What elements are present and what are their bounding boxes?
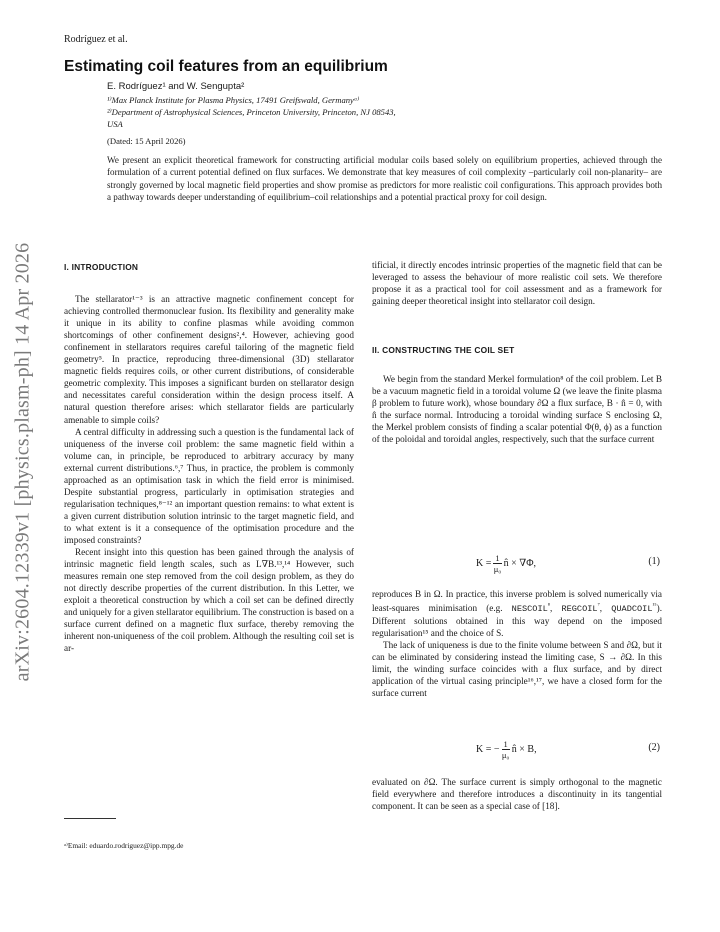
- eq2-fraction: [502, 739, 510, 760]
- section-heading-introduction: I. INTRODUCTION: [64, 262, 139, 272]
- merkel-paragraph: We begin from the standard Merkel formulation⁸ of the coil problem. Let B be a vacuum magnetic field in a toroidal volume Ω (we leave the finite plasma β problem to future work), whose boundary ∂Ω a flux surface, B · n̂ = 0, with n̂ the surface normal. Introducing a toroidal winding surface S enclosing Ω, the Merkel problem consists of finding a scalar potential Φ(θ, ϕ) as a function of the poloidal and toroidal angles, respectively, such that the surface current: [372, 374, 662, 445]
- paper-title: Estimating coil features from an equilibrium: [64, 58, 388, 75]
- eq2-denominator: μ₀: [501, 749, 510, 760]
- affiliation-1: ¹⁾Max Planck Institute for Plasma Physics, 17491 Greifswald, Germanyᵃ⁾: [107, 95, 360, 105]
- abstract: We present an explicit theoretical framework for constructing artificial modular coils based solely on equilibrium properties, achieved through the formulation of a current potential defined on flux surfaces. We demonstrate that key measures of coil complexity –particularly coil non-planarity– are strongly governed by local magnetic field properties and show promise as predictors for more realistic coil configurations. This approach provides both a pathway towards deeper understanding of equilibrium–coil relationships and a potential practical proxy for coil design.: [107, 155, 662, 202]
- footnote-email: ᵃ⁾Email: eduardo.rodriguez@ipp.mpg.de: [64, 841, 184, 850]
- section2-paragraph-2: [372, 588, 662, 699]
- eq1-rhs: n̂ × ∇Φ,: [503, 557, 537, 569]
- eq1-numerator: 1: [495, 552, 500, 563]
- arxiv-id: arXiv:2604.12339v1 [physics.plasm-ph] 14 Apr 2026: [11, 242, 34, 682]
- footnote-rule: [64, 818, 116, 819]
- intro-paragraph-3: Recent insight into this question has been gained through the analysis of intrinsic magnetic field length scales, such as L∇B.¹³,¹⁴ However, such measures remain one step removed from the coil design problem, as they do not directly describe properties of the current distribution. In this Letter, we exploit a theoretical construction by which a coil set can be defined directly and uniquely for a given stellarator equilibrium. The construction is based on a surface current defined on a magnetic flux surface, thereby removing the inherent non-uniqueness of the coil problem. Although the resulting coil set is ar-: [64, 547, 354, 654]
- uniqueness-paragraph: The lack of uniqueness is due to the finite volume between S and ∂Ω, but it can be eliminated by considering instead the limiting case, S → ∂Ω. In this limit, the winding surface coincides with a flux surface, and by direct application of the virtual casing principle¹⁶,¹⁷, we have a closed form for the surface current: [372, 640, 662, 699]
- dated: (Dated: 15 April 2026): [107, 136, 186, 146]
- eq2-label: (2): [648, 742, 660, 753]
- intro-paragraph-1: The stellarator¹⁻³ is an attractive magnetic confinement concept for achieving controlled thermonuclear fusion. Its flexibility and generality make it unique in its ability to confine plasmas while avoiding common shortcomings of other confinement designs²,⁴. However, achieving good confinement in stellarators requires careful tailoring of the magnetic field geometry⁵. In practice, reproducing three-dimensional (3D) stellarator magnetic fields requires coils, or other current distributions, of considerable geometric complexity. This imposes a significant burden on stellarator design and necessitates careful consideration within the design process itself. A natural question therefore arises: which stellarator fields are particularly amenable to simple coils?: [64, 294, 354, 425]
- eq1-lhs: K =: [476, 557, 492, 569]
- running-head: Rodríguez et al.: [64, 34, 128, 45]
- arxiv-stamp: [0, 232, 46, 692]
- code-regcoil: REGCOIL: [561, 604, 598, 615]
- code-quadcoil: QUADCOIL: [611, 604, 653, 615]
- inverse-problem-paragraph: reproduces B in Ω. In practice, this inverse problem is solved numerically via least-squares minimisation (e.g. $NESCOIL^{^8}$, $REGCOIL^{^7}$, $QUADCOIL^{^{15}}$). Different solutions obtained in this way depend on the imposed regularisation¹⁵ and the choice of S.: [372, 589, 663, 639]
- authors: E. Rodríguez¹ and W. Sengupta²: [107, 81, 245, 92]
- affiliation-2: ²⁾Department of Astrophysical Sciences, Princeton University, Princeton, NJ 08543,: [107, 107, 396, 117]
- eq2-lhs: K = −: [476, 743, 500, 755]
- equation-2: [372, 732, 662, 766]
- intro-paragraph-2: A central difficulty in addressing such a question is the fundamental lack of uniqueness of the inverse coil problem: the same magnetic field within a volume can, in principle, be reproduced to arbitrary accuracy by many external current distributions.⁶,⁷ Thus, in practice, the problem is commonly approached as an optimisation task in which the field error is minimised. Despite substantial progress, particularly in optimisation strategies and regularisation techniques,⁸⁻¹² an important question remains: to what extent is a given current distribution solution intrinsic to the target magnetic field, and to what extent is it a consequence of the optimisation procedure and the imposed constraints?: [64, 426, 354, 545]
- code-nescoil: NESCOIL: [511, 604, 548, 615]
- eq1-fraction: [493, 553, 501, 574]
- eq1-label: (1): [648, 556, 660, 567]
- intro-continuation: tificial, it directly encodes intrinsic properties of the magnetic field that can be leveraged to assess the behaviour of more realistic coil sets. We therefore propose it as a practical tool for coil assessment and as a framework for gaining deeper theoretical insight into stellarator coil design.: [372, 260, 662, 307]
- evaluated-paragraph: evaluated on ∂Ω. The surface current is simply orthogonal to the magnetic field everywhere and therefore introduces a discontinuity in its tangential component. It can be seen as a special case of [18].: [372, 777, 662, 812]
- eq2-numerator: 1: [503, 738, 508, 749]
- eq2-rhs: n̂ × B,: [511, 743, 537, 755]
- section2-paragraph-1: [372, 373, 662, 445]
- section2-paragraph-3: [372, 776, 662, 812]
- section-heading-constructing: II. CONSTRUCTING THE COIL SET: [372, 345, 515, 355]
- eq1-denominator: μ₀: [493, 563, 502, 574]
- affiliation-2-cont: USA: [107, 119, 123, 129]
- equation-1: [372, 546, 662, 580]
- right-column-intro: [372, 259, 662, 307]
- left-column: [64, 262, 354, 654]
